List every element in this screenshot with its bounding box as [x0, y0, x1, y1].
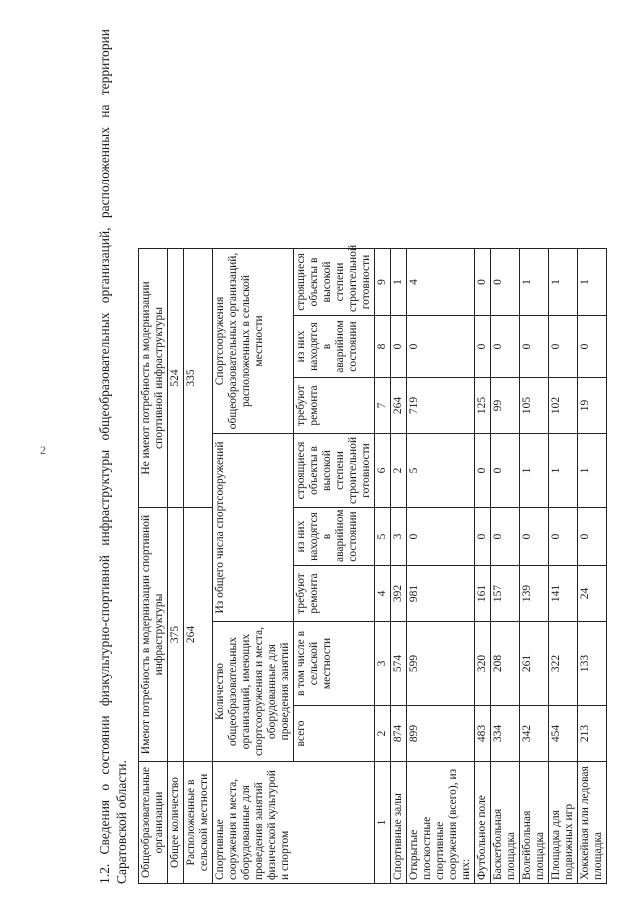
table-cell: 899 — [407, 706, 475, 762]
column-number: 7 — [375, 377, 391, 433]
rotated-document — [96, 25, 621, 890]
table-cell: 0 — [578, 507, 607, 565]
row-label: Площадка для подвижных игр — [549, 762, 578, 884]
total-label: Общее количество — [168, 762, 184, 884]
rural-facilities-label: Спортсооружения общеобразовательных организаций, расположенных в сельской местности — [213, 248, 294, 433]
table-cell: 125 — [475, 377, 491, 433]
no-need-header: Не имеют потребность в модернизации спортивной инфраструктуры — [139, 248, 168, 507]
table-cell: 133 — [578, 622, 607, 706]
table-cell: 208 — [491, 622, 520, 706]
column-number: 5 — [375, 507, 391, 565]
row-label: Хоккейная или ледовая площадка — [578, 762, 607, 884]
no-need-rural: 335 — [184, 248, 213, 507]
column-number: 3 — [375, 622, 391, 706]
no-need-total: 524 — [168, 248, 184, 507]
col-rural-emergency: из них находятся в аварийном состоянии — [294, 315, 375, 377]
table-cell: 19 — [578, 377, 607, 433]
page-number: 2 — [40, 443, 46, 457]
table-cell: 213 — [578, 706, 607, 762]
table-cell: 874 — [391, 706, 407, 762]
table-cell: 483 — [475, 706, 491, 762]
table-cell: 0 — [407, 507, 475, 565]
table-cell: 1 — [520, 248, 549, 315]
table-cell: 574 — [391, 622, 407, 706]
row-label: Спортивные залы — [391, 762, 407, 884]
table-cell: 3 — [391, 507, 407, 565]
empty-area — [139, 0, 607, 248]
row-label: Футбольное поле — [475, 762, 491, 884]
table-cell: 392 — [391, 566, 407, 622]
col-rural-need-repair: требуют ремонта — [294, 377, 375, 433]
table-cell: 1 — [391, 248, 407, 315]
row-label: Открытые плоскостные спортивные сооружения (всего), из них: — [407, 762, 475, 884]
table-cell: 157 — [491, 566, 520, 622]
table-cell: 981 — [407, 566, 475, 622]
row-label: Баскетбольная площадка — [491, 762, 520, 884]
table-cell: 0 — [407, 315, 475, 377]
table-cell: 102 — [549, 377, 578, 433]
table-cell: 24 — [578, 566, 607, 622]
column-number: 9 — [375, 248, 391, 315]
org-header: Общеобразовательные организации — [139, 762, 168, 884]
col-emergency: из них находятся в аварийном состоянии — [294, 507, 375, 565]
table-cell: 0 — [520, 507, 549, 565]
table-cell: 0 — [475, 248, 491, 315]
table-caption: 1.2. Сведения о состоянии физкультурно-спортивной инфраструктуры общеобразовательных организаций, расположенных на территории Саратовской области. — [97, 29, 129, 884]
table-cell: 261 — [520, 622, 549, 706]
table-cell: 0 — [520, 315, 549, 377]
table-cell: 1 — [549, 433, 578, 507]
col-all: всего — [294, 706, 375, 762]
table-cell: 0 — [549, 315, 578, 377]
rural-label: Расположенные в сельской местности — [184, 762, 213, 884]
table-cell: 342 — [520, 706, 549, 762]
facilities-label: Спортивные сооружения и места, оборудованные для проведения занятий физической культурой и спортом — [213, 762, 375, 884]
column-number: 2 — [375, 706, 391, 762]
table-cell: 0 — [491, 507, 520, 565]
table-cell: 0 — [549, 507, 578, 565]
table-cell: 0 — [475, 433, 491, 507]
table-cell: 264 — [391, 377, 407, 433]
table-cell: 105 — [520, 377, 549, 433]
table-cell: 334 — [491, 706, 520, 762]
table-cell: 320 — [475, 622, 491, 706]
has-need-total: 375 — [168, 507, 184, 761]
table-cell: 0 — [578, 315, 607, 377]
row-label: Волейбольная площадка — [520, 762, 549, 884]
table-cell: 99 — [491, 377, 520, 433]
table-cell: 599 — [407, 622, 475, 706]
table-cell: 0 — [491, 433, 520, 507]
table-cell: 322 — [549, 622, 578, 706]
column-number: 6 — [375, 433, 391, 507]
table-cell: 1 — [549, 248, 578, 315]
table-cell: 141 — [549, 566, 578, 622]
table-cell: 0 — [391, 315, 407, 377]
column-number: 4 — [375, 566, 391, 622]
table-cell: 161 — [475, 566, 491, 622]
table-cell: 139 — [520, 566, 549, 622]
column-number: 1 — [375, 762, 391, 884]
col-incl-rural: в том числе в сельской местности — [294, 622, 375, 706]
count-label: Количество общеобразовательных организаций, имеющих спортсооружения и места, оборудованные для проведения занятий — [213, 622, 294, 762]
table-cell: 0 — [491, 248, 520, 315]
of-total-label: Из общего числа спортсооружений — [213, 433, 294, 621]
col-under-construction: строящиеся объекты в высокой степени строительной готовности — [294, 433, 375, 507]
col-rural-under-construction: строящиеся объекты в высокой степени строительной готовности — [294, 248, 375, 315]
table-cell: 719 — [407, 377, 475, 433]
col-need-repair: требуют ремонта — [294, 566, 375, 622]
table-cell: 454 — [549, 706, 578, 762]
table-cell: 0 — [475, 315, 491, 377]
table-cell: 0 — [475, 507, 491, 565]
table-cell: 1 — [578, 248, 607, 315]
table-cell: 4 — [407, 248, 475, 315]
table-cell: 2 — [391, 433, 407, 507]
table-cell: 0 — [491, 315, 520, 377]
infrastructure-table — [138, 0, 607, 884]
has-need-header: Имеют потребность в модернизации спортивной инфраструктуры — [139, 507, 168, 761]
header-row-1 — [139, 0, 168, 884]
table-cell: 1 — [520, 433, 549, 507]
table-cell: 5 — [407, 433, 475, 507]
has-need-rural: 264 — [184, 507, 213, 761]
column-number: 8 — [375, 315, 391, 377]
table-cell: 1 — [578, 433, 607, 507]
